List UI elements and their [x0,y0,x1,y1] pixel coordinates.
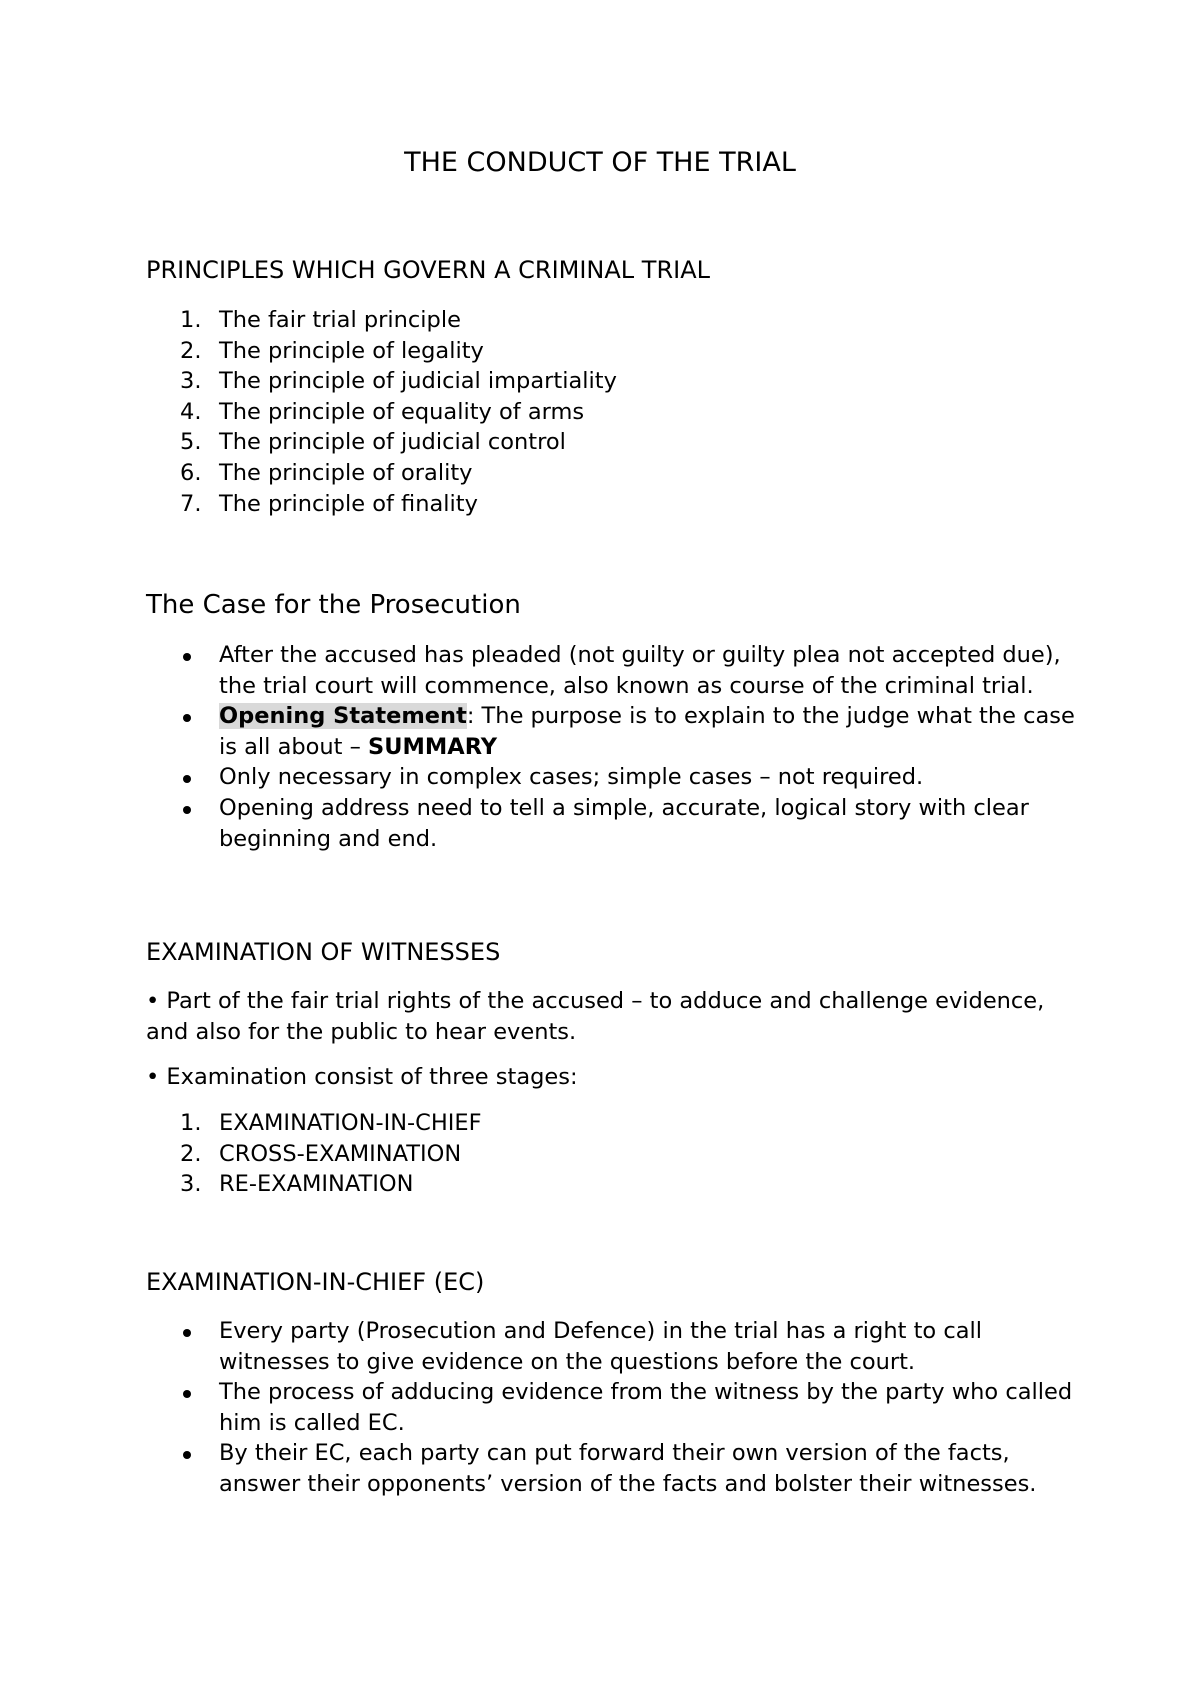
principles-list [146,305,1076,519]
bullet-icon [183,1390,191,1398]
bullet-icon [183,714,191,722]
list-item-text: The principle of legality [219,337,484,364]
bullet-icon [183,1451,191,1459]
list-item-text: After the accused has pleaded (not guilty or guilty plea not accepted due), the trial court will commence, also known as course of the criminal trial. [219,642,1061,699]
list-number: 2. [180,337,202,364]
list-item [146,1316,1076,1377]
bullet-icon [183,653,191,661]
list-item-text: Every party (Prosecution and Defence) in the trial has a right to call witnesses to give evidence on the questions before the court. [219,1318,982,1375]
list-number: 3. [180,1171,202,1198]
list-item [146,640,1076,701]
list-item [146,1139,1076,1170]
witnesses-stages-intro: • Examination consist of three stages: [146,1064,578,1090]
list-number: 7. [180,490,202,517]
list-item-text: : The purpose is to explain to the judge what the case is all about – [219,703,1075,760]
list-item [146,1377,1076,1438]
list-number: 6. [180,459,202,486]
prosecution-list [146,640,1076,854]
list-item [146,762,1076,793]
bullet-icon [183,775,191,783]
list-number: 1. [180,1110,202,1136]
list-number: 2. [180,1140,202,1167]
list-number: 1. [180,307,202,333]
principles-heading: PRINCIPLES WHICH GOVERN A CRIMINAL TRIAL [146,256,710,284]
list-item-text: CROSS-EXAMINATION [219,1140,462,1167]
list-item-text: Only necessary in complex cases; simple cases – not required. [219,764,924,791]
list-item-text: The principle of judicial control [219,429,566,456]
chief-heading: EXAMINATION-IN-CHIEF (EC) [146,1268,485,1296]
list-item [146,1169,1076,1200]
chief-list [146,1316,1076,1500]
list-item-text: By their EC, each party can put forward their own version of the facts, answer their opponents’ version of the facts and bolster their witnesses. [219,1440,1037,1497]
list-item [146,701,1076,762]
prosecution-heading: The Case for the Prosecution [146,590,521,620]
list-item [146,458,1076,489]
list-item [146,427,1076,458]
list-item-text: The principle of equality of arms [219,398,585,425]
list-item-text: The principle of orality [219,459,473,486]
list-item-text: RE-EXAMINATION [219,1171,414,1198]
list-item [146,336,1076,367]
list-item [146,397,1076,428]
summary-emphasis: SUMMARY [368,733,498,760]
list-item-text: EXAMINATION-IN-CHIEF [219,1110,482,1136]
list-item [146,366,1076,397]
list-number: 4. [180,398,202,425]
list-item [146,1108,1076,1139]
list-item-text: The fair trial principle [219,307,461,333]
list-item-text: The process of adducing evidence from the witness by the party who called him is called EC. [219,1379,1073,1436]
list-item [146,1438,1076,1499]
opening-statement-label: Opening Statement [219,703,467,730]
witnesses-heading: EXAMINATION OF WITNESSES [146,938,501,966]
list-item-text: The principle of finality [219,490,478,517]
list-item-text: Opening address need to tell a simple, accurate, logical story with clear beginning and end. [219,794,1029,852]
list-number: 3. [180,368,202,395]
list-item [146,305,1076,336]
list-item [146,793,1076,854]
list-item-text: The principle of judicial impartiality [219,368,617,395]
bullet-icon [183,806,191,814]
stages-list [146,1108,1076,1200]
document-title: THE CONDUCT OF THE TRIAL [404,147,796,178]
list-item [146,489,1076,520]
witnesses-paragraph: • Part of the fair trial rights of the accused – to adduce and challenge evidence, and also for the public to hear events. [146,988,1045,1045]
list-number: 5. [180,429,202,456]
bullet-icon [183,1329,191,1337]
